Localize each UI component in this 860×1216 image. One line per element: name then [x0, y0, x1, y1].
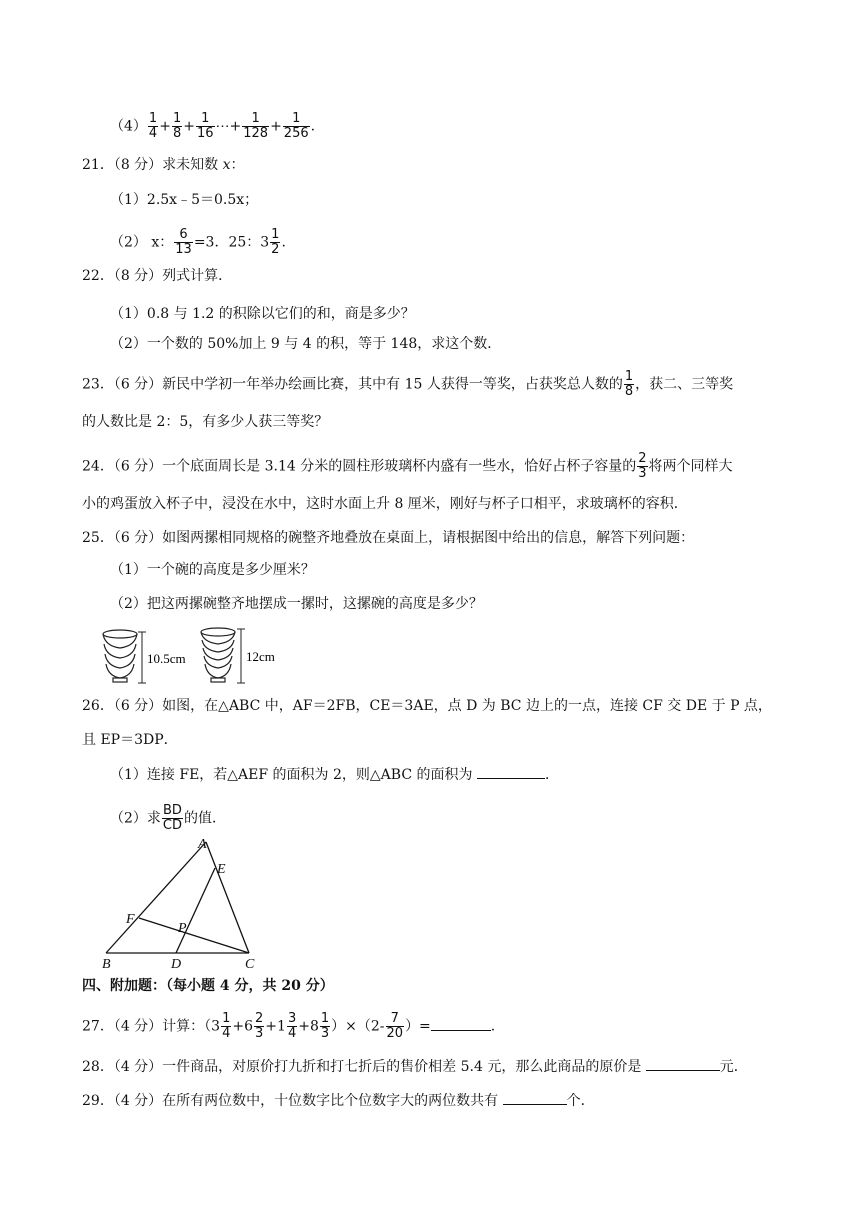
q22-part1: （1）0.8 与 1.2 的积除以它们的和，商是多少？ — [110, 306, 415, 322]
point-p-label: P — [178, 921, 187, 936]
fraction: $\frac{1}{128}$ — [243, 111, 269, 141]
q21-heading: 21．（8 分）求未知数 x： — [82, 157, 245, 173]
fraction: $\frac{2}{3}$ — [638, 451, 647, 481]
answer-blank[interactable] — [646, 1056, 720, 1071]
point-d-label: D — [171, 957, 182, 972]
q28-line: 28．（4 分）一件商品，对原价打九折和打七折后的售价相差 5.4 元，那么此商品的原价是 元． — [82, 1056, 748, 1077]
fraction: $\frac{1}{8}$ — [172, 111, 182, 141]
fraction: $\frac{1}{256}$ — [283, 111, 309, 141]
q26-line1: 26．（6 分）如图，在△ABC 中，AF＝2FB，CE＝3AE，点 D 为 BC 边上的一点，连接 CF 交 DE 于 P 点， — [82, 698, 772, 714]
point-e-label: E — [217, 862, 226, 877]
side-ac — [206, 842, 249, 953]
point-a-label: A — [198, 837, 207, 852]
fraction: $\frac{1}{8}$ — [624, 369, 634, 399]
answer-blank[interactable] — [477, 764, 545, 779]
q24-line2: 小的鸡蛋放入杯子中，浸没在水中，这时水面上升 8 厘米，刚好与杯子口相平，求玻璃杯的容积． — [82, 496, 688, 512]
answer-blank[interactable] — [503, 1090, 567, 1105]
section-title: 四、附加题：（每小题 4 分，共 20 分） — [82, 978, 334, 994]
fraction: $\frac{1}{4}$ — [222, 1011, 231, 1041]
q21-part2: （2） x： $\frac{6}{13}$ =3．25：3 $\frac{1}{2}$ . — [110, 227, 286, 257]
side-ab — [106, 842, 206, 953]
q26-line2: 且 EP＝3DP． — [82, 732, 178, 748]
q20-p4-label: （4） — [110, 118, 147, 135]
answer-blank[interactable] — [431, 1016, 491, 1031]
fraction: $\frac{2}{3}$ — [255, 1011, 264, 1041]
fraction: $\frac{1}{16}$ — [196, 111, 214, 141]
unknown-variable: x — [222, 157, 231, 173]
q20-part4: （4） $\frac{1}{4}$ + $\frac{1}{8}$ + $\frac{1}{16}$ ⋯+ $\frac{1}{128}$ + $\frac{1}{256}$ . — [110, 111, 316, 141]
q23-line1: 23．（6 分）新民中学初一年举办绘画比赛，其中有 15 人获得一等奖，占获奖总人数的 $\frac{1}{8}$ ，获二、三等奖 — [82, 369, 734, 399]
bowl-stacks-figure — [100, 626, 300, 688]
q27-line: 27．（4 分）计算：（3 $\frac{1}{4}$ +6 $\frac{2}{3}$ +1 $\frac{3}{4}$ +8 $\frac{1}{3}$ ）×（2- $\frac{7}{20}$ ）= . — [82, 1011, 496, 1041]
q26-part2: （2）求 $\frac{BD}{CD}$ 的值． — [110, 803, 227, 833]
height-label-1: 10.5cm — [147, 651, 186, 666]
fraction: $\frac{3}{4}$ — [287, 1011, 297, 1041]
fraction: $\frac{BD}{CD}$ — [162, 803, 183, 833]
height-marker-2 — [237, 629, 245, 683]
point-c-label: C — [245, 957, 255, 972]
ellipsis: ⋯ — [215, 118, 230, 135]
height-label-2: 12cm — [246, 649, 275, 664]
bowl-stack-4 — [103, 630, 137, 682]
q26-part1: （1）连接 FE，若△AEF 的面积为 2，则△ABC 的面积为 ． — [110, 764, 559, 785]
fraction: $\frac{7}{20}$ — [386, 1011, 404, 1041]
q25-part1: （1）一个碗的高度是多少厘米？ — [110, 562, 315, 578]
height-marker-1 — [138, 632, 146, 683]
point-b-label: B — [102, 957, 111, 972]
triangle-figure — [95, 832, 270, 972]
triangle-lines — [106, 842, 249, 953]
fraction: $\frac{1}{2}$ — [271, 227, 280, 257]
bowl-stack-5 — [201, 628, 235, 682]
q21-part1: （1）2.5x﹣5＝0.5x； — [110, 192, 259, 208]
q22-part2: （2）一个数的 50%加上 9 与 4 的积，等于 148，求这个数． — [110, 336, 502, 352]
fraction: $\frac{1}{4}$ — [148, 111, 158, 141]
q23-line2: 的人数比是 2：5，有多少人获三等奖？ — [82, 414, 329, 430]
q22-heading: 22．（8 分）列式计算． — [82, 268, 233, 284]
q29-line: 29．（4 分）在所有两位数中，十位数字比个位数字大的两位数共有 个． — [82, 1090, 595, 1111]
q25-part2: （2）把这两摞碗整齐地摆成一摞时，这摞碗的高度是多少？ — [110, 596, 483, 612]
fraction: $\frac{6}{13}$ — [175, 227, 192, 257]
q24-line1: 24．（6 分）一个底面周长是 3.14 分米的圆柱形玻璃杯内盛有一些水，恰好占杯子容量的 $\frac{2}{3}$ 将两个同样大 — [82, 451, 733, 481]
q25-heading: 25．（6 分）如图两摞相同规格的碗整齐地叠放在桌面上，请根据图中给出的信息，解答下列问题： — [82, 530, 695, 546]
fraction: $\frac{1}{3}$ — [320, 1011, 330, 1041]
segment-cf — [139, 918, 249, 953]
point-f-label: F — [126, 912, 135, 927]
